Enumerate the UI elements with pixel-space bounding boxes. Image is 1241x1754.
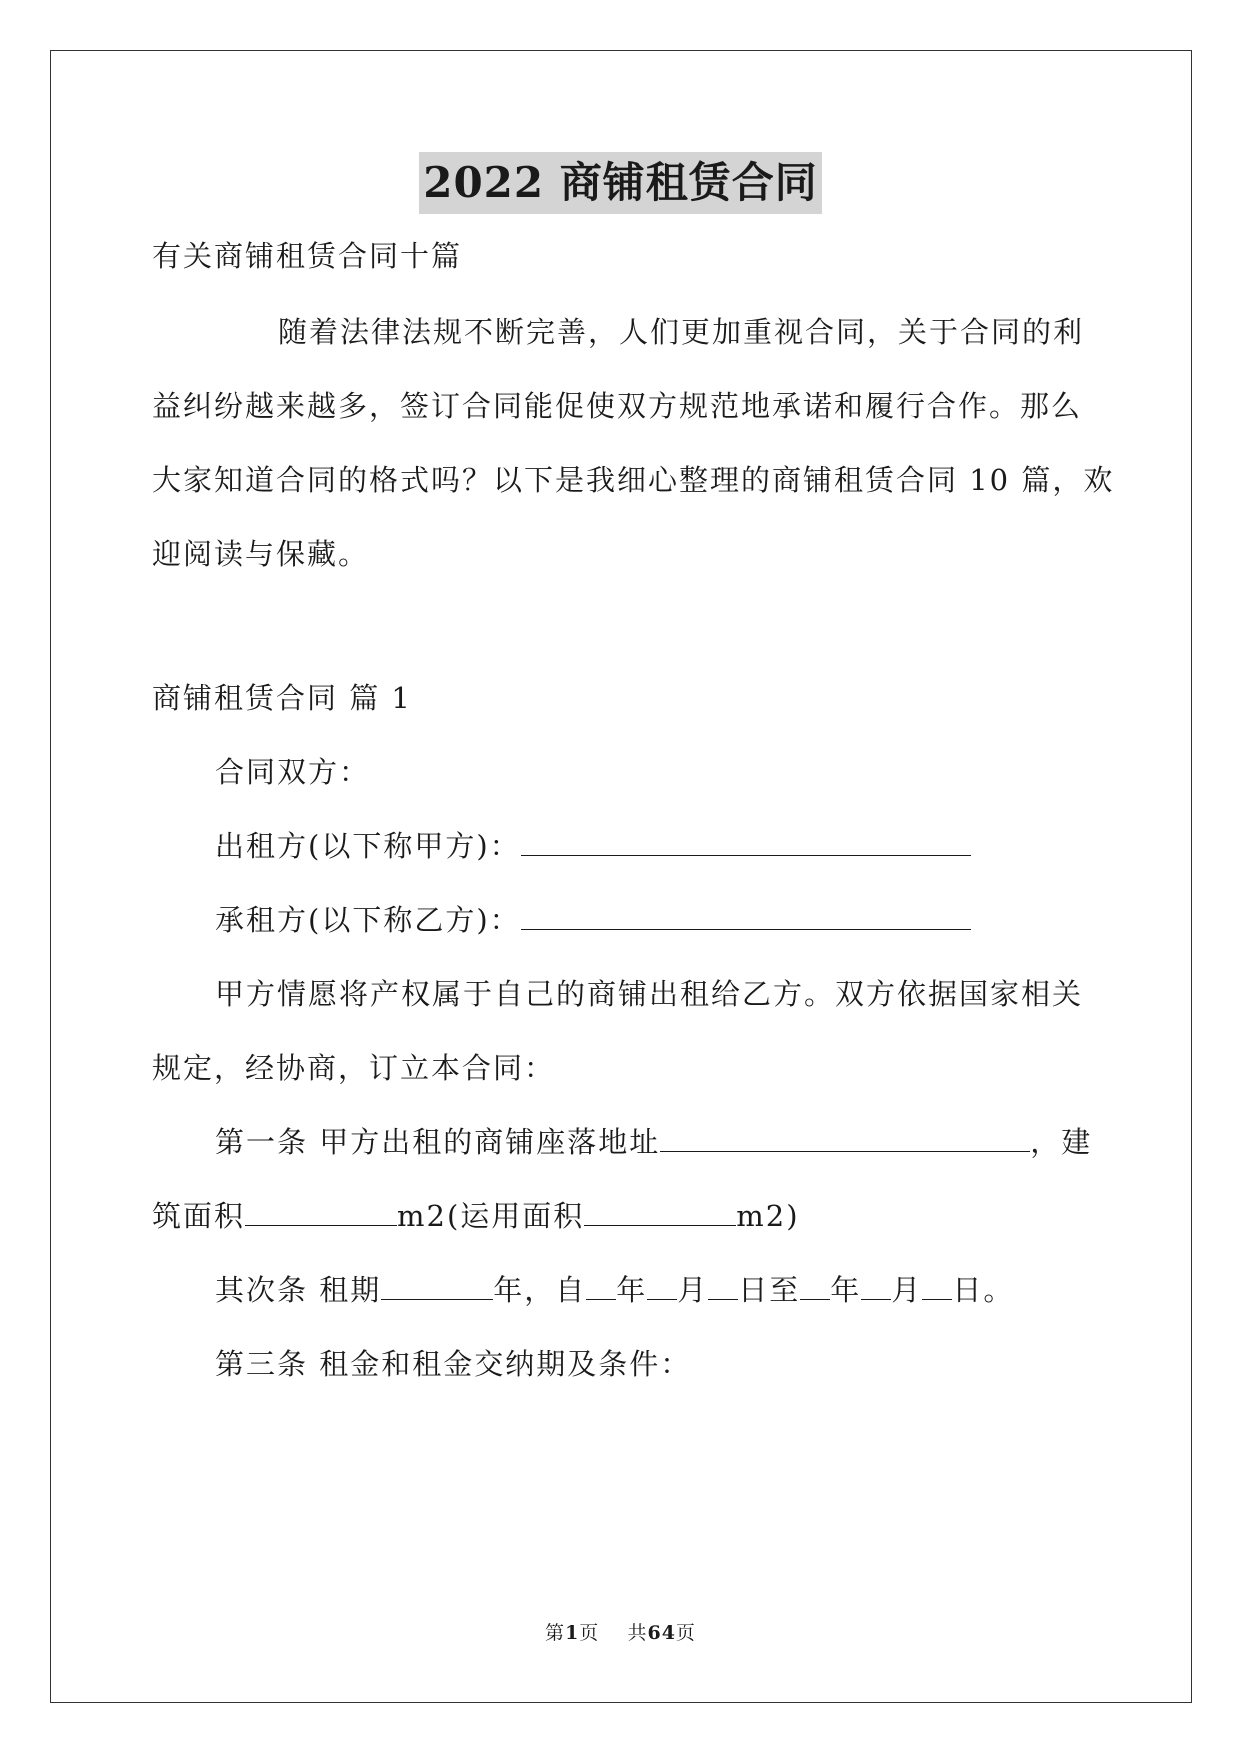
- clause-intro-line-2: 规定，经协商，订立本合同：: [152, 1051, 556, 1085]
- parties-label: 合同双方：: [215, 755, 371, 789]
- lessee-line: [215, 900, 971, 940]
- page-border: [50, 50, 1192, 1703]
- intro-line-2: 益纠纷越来越多，签订合同能促使双方规范地承诺和履行合作。那么: [152, 389, 1083, 423]
- article1-text-a: 第一条 甲方出租的商铺座落地址: [215, 1125, 661, 1159]
- start-year-blank: [586, 1275, 616, 1300]
- usable-area-blank: [584, 1201, 736, 1226]
- article2-line: [215, 1270, 1014, 1310]
- address-blank: [660, 1127, 1030, 1152]
- article3-line: 第三条 租金和租金交纳期及条件：: [215, 1347, 692, 1381]
- article2-text-b: 年，自: [493, 1273, 587, 1307]
- end-day-blank: [922, 1275, 952, 1300]
- article2-text-d: 月: [677, 1273, 709, 1307]
- footer-suffix: 页: [675, 1622, 696, 1644]
- article2-text-e: 日至: [738, 1273, 801, 1307]
- lessee-blank: [521, 905, 971, 930]
- start-month-blank: [647, 1275, 677, 1300]
- end-year-blank: [800, 1275, 830, 1300]
- article1-text-d: m2(运用面积: [397, 1199, 585, 1233]
- section-heading: 商铺租赁合同 篇 1: [152, 681, 412, 715]
- footer-total-pages: 64: [647, 1622, 676, 1644]
- article2-text-a: 其次条 租期: [215, 1273, 382, 1307]
- lessor-blank: [521, 831, 971, 856]
- article2-text-f: 年: [830, 1273, 862, 1307]
- article1-text-e: m2): [736, 1199, 800, 1233]
- article1-text-c: 筑面积: [152, 1199, 246, 1233]
- article2-text-c: 年: [616, 1273, 648, 1307]
- document-title: 2022 商铺租赁合同: [419, 152, 822, 214]
- footer-prefix: 第: [545, 1622, 566, 1644]
- article2-text-g: 月: [891, 1273, 923, 1307]
- intro-line-3: 大家知道合同的格式吗？以下是我细心整理的商铺租赁合同 10 篇，欢: [152, 463, 1115, 497]
- article2-text-h: 日。: [952, 1273, 1015, 1307]
- title-container: [0, 152, 1241, 214]
- footer-page-number: 1: [565, 1622, 580, 1644]
- end-month-blank: [861, 1275, 891, 1300]
- term-years-blank: [381, 1275, 493, 1300]
- building-area-blank: [245, 1201, 397, 1226]
- article1-text-b: ，建: [1030, 1125, 1093, 1159]
- clause-intro-line-1: 甲方情愿将产权属于自己的商铺出租给乙方。双方依据国家相关: [215, 977, 1084, 1011]
- lessor-label: 出租方(以下称甲方)：: [215, 829, 521, 863]
- subtitle: 有关商铺租赁合同十篇: [152, 239, 463, 273]
- intro-line-1: 随着法律法规不断完善，人们更加重视合同，关于合同的利: [278, 315, 1085, 349]
- lessee-label: 承租方(以下称乙方)：: [215, 903, 521, 937]
- intro-line-4: 迎阅读与保藏。: [152, 537, 370, 571]
- article1-line-1: [215, 1122, 1092, 1162]
- footer-middle: 页 共: [579, 1622, 648, 1644]
- lessor-line: [215, 826, 971, 866]
- article1-line-2: [152, 1196, 800, 1236]
- start-day-blank: [708, 1275, 738, 1300]
- page-footer: [0, 1620, 1241, 1646]
